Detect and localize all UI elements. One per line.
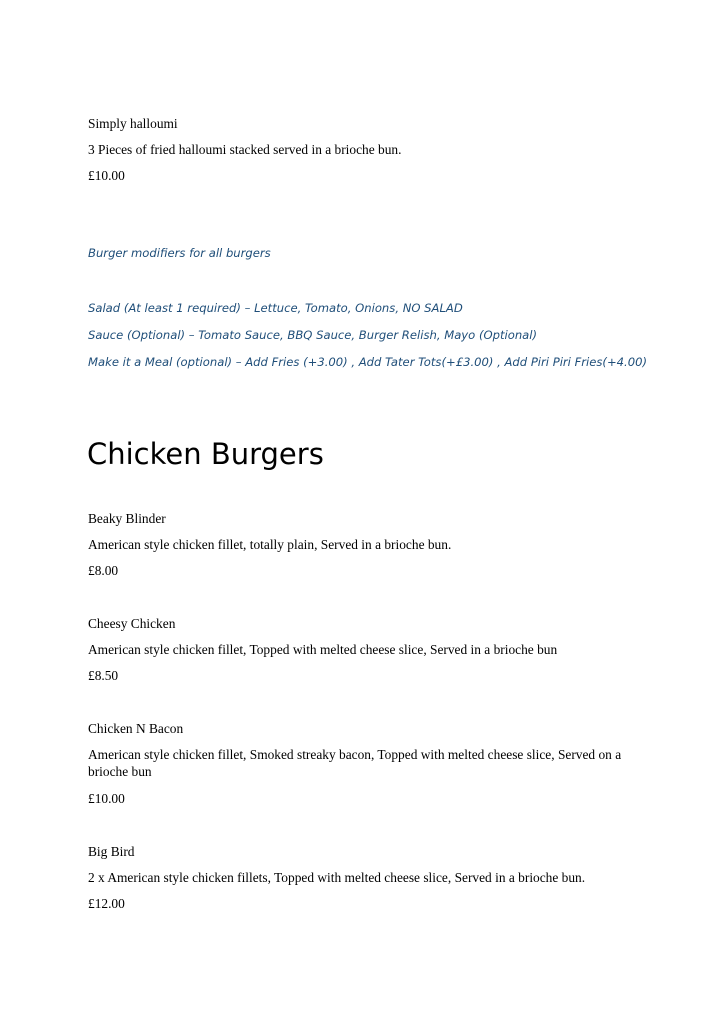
modifier-salad: Salad (At least 1 required) – Lettuce, Tomato, Onions, NO SALAD: [88, 301, 463, 315]
item-price: £10.00: [88, 791, 125, 806]
modifier-sauce: Sauce (Optional) – Tomato Sauce, BBQ Sauce, Burger Relish, Mayo (Optional): [88, 328, 538, 342]
item-price: £8.50: [88, 668, 119, 683]
item-name: Beaky Blinder: [88, 511, 166, 526]
item-description: American style chicken fillet, Topped with melted cheese slice, Served in a brioche bun: [88, 642, 558, 657]
item-name: Big Bird: [88, 844, 135, 859]
item-name: Chicken N Bacon: [88, 721, 184, 736]
item-price: £10.00: [88, 168, 125, 183]
item-price: £12.00: [88, 896, 125, 911]
item-price: £8.00: [88, 563, 119, 578]
item-description: American style chicken fillet, totally plain, Served in a brioche bun.: [88, 537, 452, 552]
item-name: Cheesy Chicken: [88, 616, 176, 631]
item-description: 2 x American style chicken fillets, Topped with melted cheese slice, Served in a brioche bun.: [88, 870, 586, 885]
modifier-meal: Make it a Meal (optional) – Add Fries (+3.00) , Add Tater Tots(+£3.00) , Add Piri Piri Fries(+4.00): [88, 355, 647, 369]
item-description: 3 Pieces of fried halloumi stacked served in a brioche bun.: [88, 142, 402, 157]
item-description: American style chicken fillet, Smoked streaky bacon, Topped with melted cheese slice, Served on a brioche bun: [88, 747, 622, 779]
modifiers-title: Burger modifiers for all burgers: [88, 246, 271, 260]
section-heading: Chicken Burgers: [87, 437, 324, 471]
item-name: Simply halloumi: [88, 116, 178, 131]
